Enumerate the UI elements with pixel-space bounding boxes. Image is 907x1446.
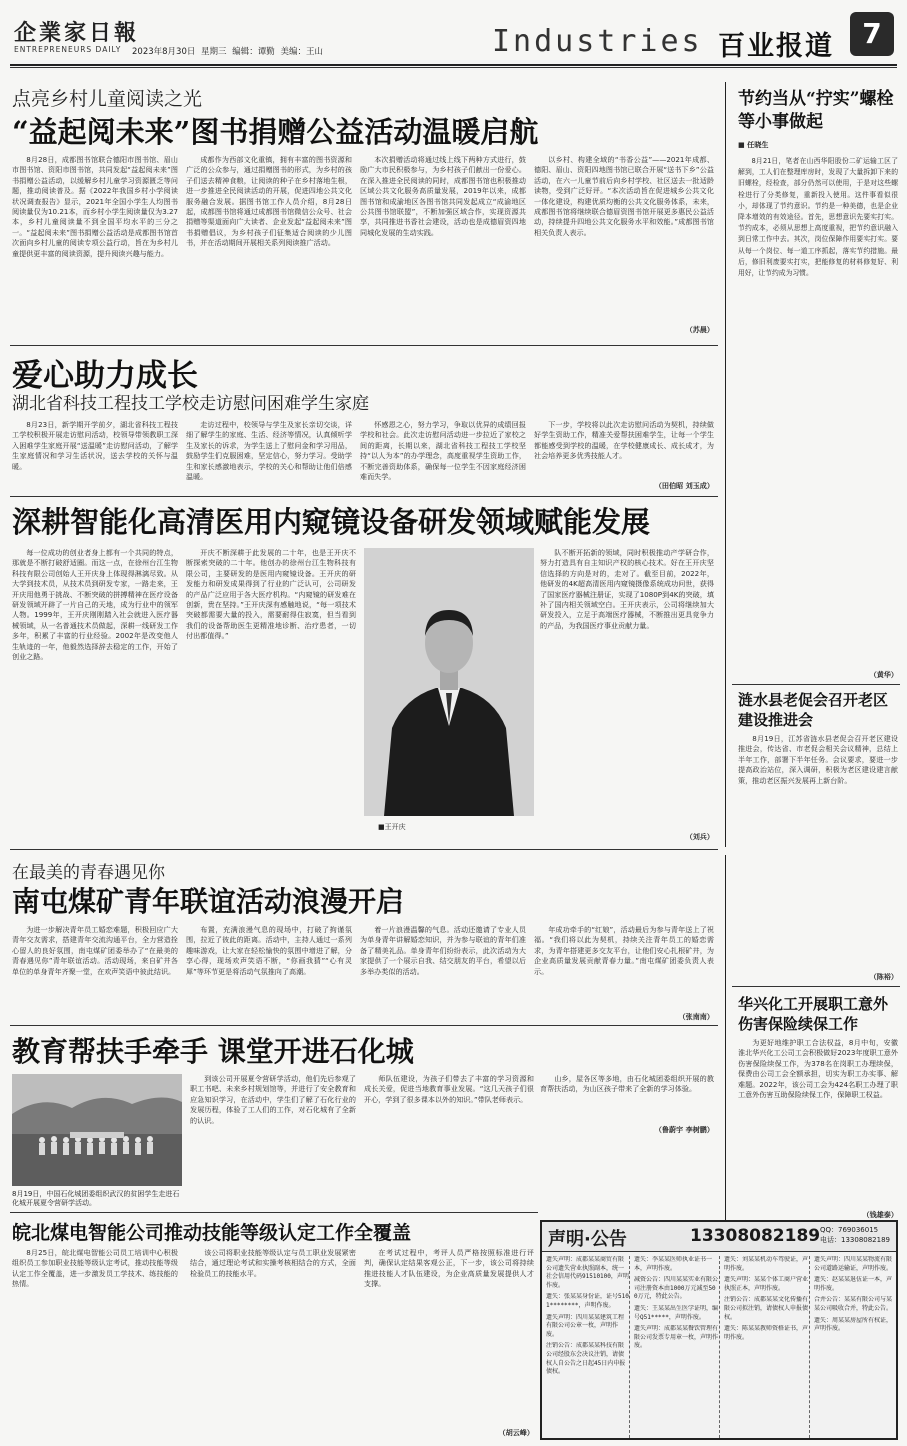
summer-camp-photo (12, 1074, 182, 1186)
article3-paragraph: 开庆不断深耕于此发展的二十年，也是王开庆不断探索突破的二十年。他创办的徐州台江生物科技有限公司，主要研发的是医用内窥镜设备。王开庆的研发能力和研发成果得到了行业的广泛认可，公司研发的产品广泛应用于各大医疗机构。“内窥镜的研发难在创新，贵在坚持。”王开庆深有感触地说，“每一项技术突破都需要大量的投入，需要耐得住寂寞，但当看到我们的设备帮助医生更精准地诊断、治疗患者，一切付出都值得。” (186, 548, 356, 641)
sidebar-story3-body (738, 1038, 898, 1208)
article6-column-3 (364, 1248, 534, 1423)
sidebar-story3-author: （钱雄泰） (862, 1210, 898, 1219)
article4-headline: 南屯煤矿青年联谊活动浪漫开启 (12, 885, 405, 918)
sidebar-separator (732, 986, 900, 987)
article4-paragraph: 年成功牵手的“红娘”，活动最后为参与青年送上了祝福。“我们将以此为契机，持续关注青年员工的婚恋需求，为青年搭建更多交友平台，让他们安心扎根矿井，为企业高质量发展贡献青春力量。”南屯煤矿团委负责人表示。 (534, 925, 714, 976)
article6-paragraph: 该公司将职业技能等级认定与员工职业发展紧密结合，通过理论考试和实操考核相结合的方式，全面检验员工的技能水平。 (190, 1248, 356, 1278)
article1-column-3 (360, 155, 526, 339)
article1-paragraph: 本次捐赠活动将通过线上线下两种方式进行，鼓励广大市民积极参与，为乡村孩子们献出一份爱心。在深入推进全民阅读的同时，成都图书馆也积极推动区域公共文化服务高质量发展，2019年以来，成都图书馆和成渝地区各图书馆共同发起成立“成渝地区公共图书馆联盟”，不断加强区域合作，实现资源共享，共同推进书香社会建设，活动也是成德眉资四地同城化发展的生动实践。 (360, 155, 526, 237)
sidebar-story3-paragraph: 为更好地维护职工合法权益，8月中旬，安徽淮北华兴化工公司工会积极做好2023年度职工意外伤害保险续保工作，为378名在岗职工办理续保，保费由公司工会全额承担，切实为职工办实事、解难题。2022年，该公司工会为424名职工办理了职工意外伤害互助保险续保工作，保障职工权益。 (738, 1038, 898, 1100)
article1-paragraph: 成都作为西部文化重镇，拥有丰富的图书资源和广泛的公众参与，通过捐赠图书的形式，为乡村的孩子们送去精神食粮，让阅读的种子在乡村落地生根，进一步推进全民阅读活动的开展，促进四地公共文化服务融合发展。据图书馆工作人员介绍，8月28日起，成都图书馆将通过成都图书馆微信公众号、社会捐赠等渠道面向广大读者、企业发起“益起阅未来”图书捐赠倡议，为乡村孩子们征集适合阅读的少儿图书，并在活动期间开展相关系列阅读推广活动。 (186, 155, 352, 248)
article-separator (10, 496, 718, 497)
sidebar-story1-byline: ■ 任晓生 (738, 140, 769, 149)
article4-author: （张南南） (678, 1012, 714, 1021)
notice-phone: 13308082189 (690, 1226, 821, 1246)
article5-column-3 (540, 1074, 714, 1124)
page-number-badge: 7 (850, 12, 894, 56)
article1-kicker: 点亮乡村儿童阅读之光 (12, 88, 203, 110)
article2-paragraph: 怀感恩之心，努力学习，争取以优异的成绩回报学校和社会。此次走访慰问活动进一步拉近了家校之间的距离，长期以来，湖北省科技工程技工学校坚持“以人为本”的办学理念，高度重视学生资助工作，不断完善资助体系，确保每一位学生不因家庭经济困难而失学。 (360, 420, 526, 482)
sidebar-divider-lower (725, 855, 726, 1253)
article3-headline: 深耕智能化高清医用内窥镜设备研发领域赋能发展 (12, 505, 651, 539)
article-separator (10, 345, 718, 346)
notice-contact (820, 1225, 896, 1245)
portrait-caption: ■王开庆 (378, 823, 406, 831)
notice-column-1 (546, 1256, 630, 1438)
portrait-figure (364, 548, 534, 816)
article1-column-4 (534, 155, 714, 327)
article3-paragraph: 队不断开拓新的领域，同时积极推动产学研合作，努力打造具有自主知识产权的核心技术。好在王开庆坚信选择的方向是对的，走对了。截至目前，2022年，他研发的4K超高清医用内窥镜摄像系统成功问世，获得了国家医疗器械注册证，实现了1080P到4K的突破，填补了国内相关领域空白。王开庆表示，公司将继续加大研发投入，立足于高端医疗器械，不断推出更具竞争力的产品，为我国医疗事业贡献力量。 (540, 548, 714, 630)
article3-author: （刘兵） (685, 832, 714, 841)
article2-column-1 (12, 420, 178, 492)
sidebar-story2-author: （陈裕） (869, 972, 898, 981)
notice-column-2 (634, 1256, 720, 1438)
notice-item: 遗失：周某某房屋所有权证，声明作废。 (814, 1316, 893, 1333)
article2-paragraph: 下一步，学校将以此次走访慰问活动为契机，持续做好学生资助工作，精准关爱帮扶困难学生，让每一个学生都能感受到学校的温暖，在学校健康成长、成长成才，为社会培养更多优秀技能人才。 (534, 420, 714, 461)
article5-headline: 教育帮扶手牵手 课堂开进石化城 (12, 1035, 414, 1068)
portrait-photo (364, 548, 534, 816)
article1-column-2 (186, 155, 352, 339)
article2-paragraph: 走访过程中，校领导与学生及家长亲切交谈，详细了解学生的家庭、生活、经济等情况，认真倾听学生及家长的诉求，为学生送上了慰问金和学习用品，鼓励学生们克服困难，坚定信心，努力学习。受助学生和家长感激地表示，学校的关心和帮助让他们倍感温暖。 (186, 420, 352, 482)
notice-item: 合并公告：某某有限公司与某某公司吸收合并，特此公告。 (814, 1296, 893, 1312)
notice-item: 遗失：张某某身份证，证号5101********，声明作废。 (546, 1293, 629, 1309)
notice-board (540, 1220, 898, 1440)
article2-author: （田伯昭 刘玉成） (654, 481, 714, 490)
article5-paragraph: 到该公司开展夏令营研学活动，他们先后参观了职工书吧、未来乡村规划馆等，并进行了安全教育和应急知识学习，在活动中，学生们了解了石化行业的发展历程，体验了工人们的工作，对石化城有了全新的认识。 (190, 1074, 356, 1125)
article6-headline: 皖北煤电智能公司推动技能等级认定工作全覆盖 (12, 1222, 412, 1244)
article4-column-4 (534, 925, 714, 1011)
section-name-english: Industries (492, 24, 703, 59)
article3-column-3 (540, 548, 714, 832)
article3-photo-gap (364, 834, 534, 844)
summer-camp-caption: 8月19日，中国石化城团委组织武汉的贫困学生走进石化城开展夏令营研学活动。 (12, 1190, 180, 1207)
article3-column-1 (12, 548, 178, 844)
sidebar-story1-headline: 节约当从“拧实”螺栓等小事做起 (738, 89, 894, 132)
notice-column-3 (724, 1256, 810, 1438)
article1-paragraph: 以乡村、构建全域的“书香公益”——2021年成都、德阳、眉山、资阳四地图书馆已联合开展“送书下乡”公益活动，在六一儿童节前后向乡村学校、社区送去一批适龄读物，受到广泛好评。“本次活动旨在促进城乡公共文化一体化建设，构建优质均衡的公共文化服务体系，未来，成都图书馆将继续联合德眉资图书馆开展更多惠民公益活动，持续提升四地公共文化服务水平和效能。”成都图书馆相关负责人表示。 (534, 155, 714, 237)
article4-column-2 (186, 925, 352, 1021)
notice-qq: QQ：769036015 (820, 1226, 879, 1234)
summer-camp-scene (12, 1074, 182, 1186)
article2-subtitle: 湖北省科技工程技工学校走访慰问困难学生家庭 (12, 394, 369, 414)
sidebar-story1-paragraph: 8月21日，笔者在山西华阳股份二矿运输工区了解到，工人们在整理库房时，发现了大量拆卸下来的旧螺栓，经检查，部分仍然可以使用，于是对这些螺栓进行了分类修复，重新投入使用。这件事看似很小，却体现了节约意识。节约是一种美德，也是企业降本增效的有效途径。首先，思想意识先要实打实。节约成本，必须从思想上高度重视，把节约意识融入到日常工作中去。其次，岗位保障作用要实打实。要从每一个岗位、每一道工序抓起，落实节约措施。最后，修旧利废要实打实，把能修复的材料修复好、利用好，让节约成为习惯。 (738, 157, 898, 278)
notice-item: 遗失声明：某某个体工商户营业执照正本，声明作废。 (724, 1276, 809, 1292)
newspaper-logo: 企業家日報 (14, 20, 140, 46)
masthead-rule-thin (10, 67, 897, 68)
article-separator (10, 849, 718, 850)
newspaper-logo-english: ENTREPRENEURS DAILY (14, 45, 122, 54)
dateline: 2023年8月30日 星期三 编辑：谭勤 美编：王山 (132, 47, 323, 57)
article1-headline: “益起阅未来”图书捐赠公益活动温暖启航 (12, 115, 539, 149)
sidebar-story1-author: （黄华） (869, 670, 898, 679)
article2-column-2 (186, 420, 352, 492)
sidebar-separator (732, 684, 900, 685)
notice-item: 遗失：赵某某退伍证一本，声明作废。 (814, 1276, 893, 1292)
notice-item: 遗失声明：四川某某物流有限公司道路运输证，声明作废。 (814, 1256, 893, 1272)
notice-item: 遗失声明：成都某某商贸有限公司遗失营业执照副本，统一社会信用代码91510100，声明作废。 (546, 1256, 629, 1289)
article6-author: （胡云峰） (498, 1428, 534, 1437)
notice-item: 注销公告：成都某某科技有限公司经股东会决议注销，请债权人自公告之日起45日内申报债权。 (546, 1342, 626, 1376)
article4-column-1 (12, 925, 178, 1021)
article6-paragraph: 8月25日，皖北煤电智能公司员工培训中心积极组织员工参加职业技能等级认定考试，推动技能等级认定工作全覆盖，进一步激发员工学技术、练技能的热情。 (12, 1248, 178, 1289)
notice-item: 遗失：李某某医师执业证书一本，声明作废。 (634, 1256, 713, 1272)
notice-item: 遗失声明：四川某某建筑工程有限公司公章一枚，声明作废。 (546, 1313, 625, 1338)
notice-item: 注销公告：成都某某文化传播有限公司拟注销，请债权人申报债权。 (724, 1296, 809, 1321)
notice-item: 遗失：刘某某机动车驾驶证，声明作废。 (724, 1256, 809, 1272)
article6-column-2 (190, 1248, 356, 1438)
section-name: 百业报道 (718, 31, 834, 62)
article5-column-1 (190, 1074, 356, 1204)
article4-column-3 (360, 925, 526, 1021)
article2-headline: 爱心助力成长 (12, 358, 198, 394)
sidebar-story2-body (738, 734, 898, 970)
article1-paragraph: 8月28日，成都图书馆联合德阳市图书馆、眉山市图书馆、资阳市图书馆，共同发起“益起阅未来”图书捐赠公益活动，以缓解乡村儿童学习资源匮乏等问题，推动阅读普及。据《2022年我国乡村小学阅读状况调查报告》显示，2021年全国小学生人均图书阅读量仅为10.21本，而乡村小学生阅读量仅为3.27本，乡村儿童阅读量不到全国平均水平的三分之一。“益起阅未来”图书捐赠公益活动是成都图书馆首次面向乡村儿童的阅读专项公益行动，旨在为乡村儿童提供更丰富的阅读资源，提升阅读兴趣与能力。 (12, 155, 178, 258)
sidebar-story2-paragraph: 8月19日，江苏省涟水县老促会召开老区建设推进会，传达省、市老促会相关会议精神，总结上半年工作，部署下半年任务。会议要求，要进一步提高政治站位，深入调研，积极为老区建设建言献策，推动老区振兴发展再上新台阶。 (738, 734, 898, 785)
notice-header (542, 1222, 896, 1252)
notice-item: 减资公告：四川某某实业有限公司注册资本由1000万元减至500万元，特此公告。 (634, 1276, 719, 1301)
article4-paragraph: 着一片浪漫温馨的气息。活动还邀请了专业人员为单身青年讲解婚恋知识，并为参与联谊的青年们准备了精美礼品。单身青年们纷纷表示，此次活动为大家提供了一个展示自我、结交朋友的平台，希望以后多举办类似的活动。 (360, 925, 526, 976)
article5-paragraph: 师队伍建设，为孩子们带去了丰富的学习资源和成长关爱，促进当地教育事业发展。“这几天孩子们很开心，学到了很多课本以外的知识。”带队老师表示。 (364, 1074, 534, 1104)
article6-column-1 (12, 1248, 178, 1438)
sidebar-story1-body (738, 156, 898, 666)
article2-column-3 (360, 420, 526, 492)
masthead-rule (10, 64, 897, 66)
notice-title: 声明·公告 (548, 1229, 627, 1250)
article4-paragraph: 布置，充满浪漫气息的现场中，打破了拘谨氛围，拉近了彼此的距离。活动中，主持人通过一系列趣味游戏，让大家在轻松愉快的氛围中增进了解，分享心得，现场欢声笑语不断，“你画我猜”“心有灵犀”等环节更是将活动气氛推向了高潮。 (186, 925, 352, 976)
article5-paragraph: 山乡，屋各区等多地，由石化城团委组织开展的教育帮扶活动，为山区孩子带来了全新的学习体验。 (540, 1074, 714, 1094)
article4-kicker: 在最美的青春遇见你 (12, 863, 165, 883)
notice-item: 遗失：陈某某教师资格证书，声明作废。 (724, 1325, 809, 1341)
sidebar-story2-headline: 涟水县老促会召开老区建设推进会 (738, 691, 889, 729)
sidebar-divider (725, 82, 726, 847)
article-separator (10, 1212, 538, 1213)
notice-item: 遗失：王某某出生医学证明，编号Q51*****，声明作废。 (634, 1304, 719, 1321)
article-separator (10, 1025, 718, 1026)
sidebar-story3-headline: 华兴化工开展职工意外伤害保险续保工作 (738, 995, 889, 1033)
article3-paragraph: 每一位成功的创业者身上都有一个共同的特点，那就是不断打破舒适圈。而这一点，在徐州台江生物科技有限公司创始人王开庆身上体现得淋漓尽致。从大学到技术员，从技术员到研发专家，一路走来，王开庆用他勇于挑战、不断突破的拼搏精神在医疗设备研发领域开辟了一片自己的天地，成为行业中的领军人物。1999年，王开庆刚刚踏入社会就进入医疗器械领域，从一名普通技术员做起，深耕一线研发工作多年，积累了丰富的行业经验。2002年是改变他人生轨迹的一年，他毅然选择辞去稳定的工作，开始了创业之路。 (12, 548, 178, 662)
article6-paragraph: 在考试过程中，考评人员严格按照标准进行评判，确保认定结果客观公正，下一步，该公司将持续推进技能人才队伍建设，为企业高质量发展提供人才支撑。 (364, 1248, 534, 1289)
article2-paragraph: 8月23日，新学期开学前夕，湖北省科技工程技工学校积极开展走访慰问活动，校领导带领教职工深入困难学生家庭开展“送温暖”走访慰问活动，了解学生家庭情况和学习生活状况，送去学校的关怀与温暖。 (12, 420, 178, 471)
article2-column-4 (534, 420, 714, 482)
article4-paragraph: 为进一步解决青年员工婚恋难题，积极回应广大青年交友需求，搭建青年交流沟通平台，全力营造拴心留人的良好氛围，南屯煤矿团委举办了“在最美的青春遇见你”青年联谊活动。活动现场，来自矿井各单位的单身青年齐聚一堂，在欢声笑语中彼此结识。 (12, 925, 178, 976)
article5-column-2 (364, 1074, 534, 1204)
article1-author: （苏晨） (685, 325, 714, 334)
notice-column-4 (814, 1256, 894, 1438)
article3-column-2 (186, 548, 356, 844)
article5-author: （鲁蔚宇 李树鹏） (654, 1125, 714, 1134)
article1-column-1 (12, 155, 178, 339)
notice-contact-phone: 电话：13308082189 (820, 1236, 890, 1244)
notice-item: 遗失声明：成都某某餐饮管理有限公司发票专用章一枚，声明作废。 (634, 1325, 719, 1350)
